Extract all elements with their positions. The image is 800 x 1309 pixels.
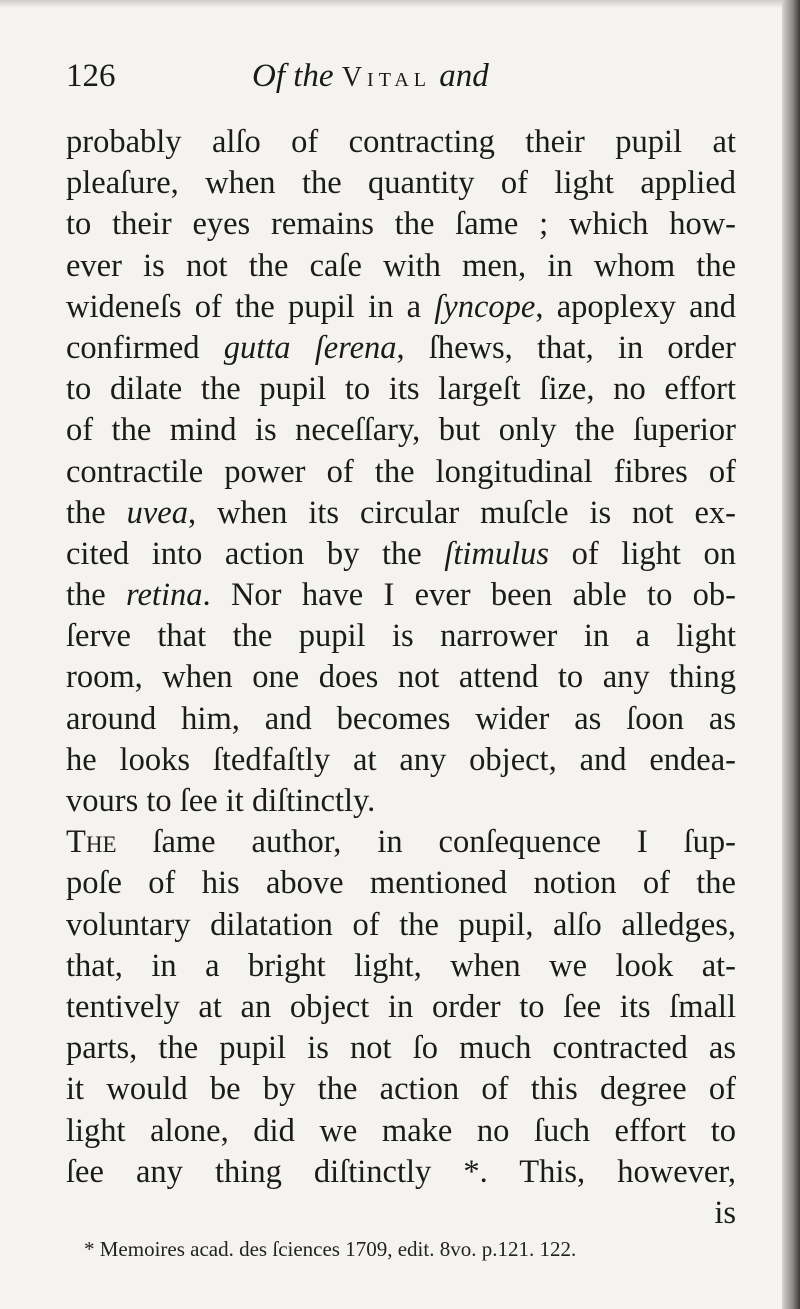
text-run: ſame author, in conſequence I ſup- [116, 824, 736, 861]
text-run: vours to ſee it diſtinctly. [66, 783, 376, 819]
text-line [66, 740, 736, 781]
text-run: the [66, 577, 127, 614]
text-run: , ſhews, that, in order [396, 329, 736, 366]
text-run: of light on [549, 535, 736, 572]
text-run: to their eyes remains the ſame ; which how- [66, 206, 736, 243]
text-run: pleaſure, when the quantity of light applied [66, 165, 736, 202]
text-run: is [714, 1194, 736, 1231]
text-run: poſe of his above mentioned notion of the [66, 865, 736, 902]
text-line [66, 1193, 736, 1234]
running-head-title [252, 58, 489, 95]
text-run: , when its circular muſcle is not ex- [187, 494, 736, 531]
text-line [66, 946, 736, 987]
text-run: . Nor have I ever been able to ob- [202, 577, 736, 614]
page-binding-shadow [782, 0, 800, 1309]
italic-text: retina [126, 577, 203, 614]
text-run: ſee any thing diſtinctly *. This, however, [66, 1153, 736, 1190]
text-run: the [66, 494, 127, 531]
text-line [66, 987, 736, 1028]
text-line [66, 657, 736, 698]
text-line [66, 905, 736, 946]
footnote: * Memoires acad. des ſciences 1709, edit. 8vo. p.121. 122. [84, 1237, 577, 1261]
text-line [66, 493, 736, 534]
italic-text: gutta ſerena [223, 329, 397, 366]
text-run: wideneſs of the pupil in a [66, 288, 435, 325]
text-line [66, 246, 736, 287]
text-line [66, 410, 736, 451]
text-line [66, 452, 736, 493]
text-line [66, 781, 736, 822]
text-line [66, 699, 736, 740]
text-run: light alone, did we make no ſuch effort to [66, 1112, 736, 1149]
text-line [66, 287, 736, 328]
text-run: confirmed [66, 329, 224, 366]
small-caps-text: The [66, 824, 117, 861]
page-number: 126 [66, 58, 116, 94]
text-line [66, 369, 736, 410]
text-line [66, 1028, 736, 1069]
text-run: it would be by the action of this degree of [66, 1071, 736, 1108]
text-run: of the mind is neceſſary, but only the ſuperior [66, 412, 736, 449]
text-line [66, 534, 736, 575]
text-line [66, 616, 736, 657]
text-run: parts, the pupil is not ſo much contracted as [66, 1030, 736, 1067]
text-line [66, 1111, 736, 1152]
italic-text: uvea [126, 494, 188, 531]
text-line [66, 163, 736, 204]
text-run: that, in a bright light, when we look at- [66, 947, 736, 984]
running-header [66, 58, 746, 102]
text-run: he looks ſtedfaſtly at any object, and endea- [66, 741, 736, 778]
text-run: to dilate the pupil to its largeſt ſize, no effort [66, 371, 736, 408]
text-line [66, 1069, 736, 1110]
italic-text: ſtimulus [444, 535, 550, 572]
text-run: contractile power of the longitudinal fibres of [66, 453, 736, 490]
text-line [66, 575, 736, 616]
text-line [66, 328, 736, 369]
text-line [66, 204, 736, 245]
text-line [66, 863, 736, 904]
text-run: cited into action by the [66, 535, 445, 572]
text-run: room, when one does not attend to any thing [66, 659, 736, 696]
text-run: around him, and becomes wider as ſoon as [66, 700, 736, 737]
running-head-suffix: and [439, 58, 489, 94]
running-head-caps: Vital [341, 62, 431, 93]
text-run: probably alſo of contracting their pupil at [66, 124, 736, 160]
text-run: ever is not the caſe with men, in whom the [66, 247, 736, 284]
text-run: tentively at an object in order to ſee its ſmall [66, 988, 736, 1025]
text-line [66, 822, 736, 863]
page-top-edge [0, 0, 800, 8]
body-text [66, 122, 736, 1234]
italic-text: ſyncope [434, 288, 536, 325]
text-line [66, 122, 736, 163]
running-head-prefix: Of the [252, 58, 334, 94]
text-run: ſerve that the pupil is narrower in a light [66, 618, 736, 655]
text-run: voluntary dilatation of the pupil, alſo alledges, [66, 906, 736, 943]
text-run: , apoplexy and [535, 288, 736, 325]
text-line [66, 1152, 736, 1193]
